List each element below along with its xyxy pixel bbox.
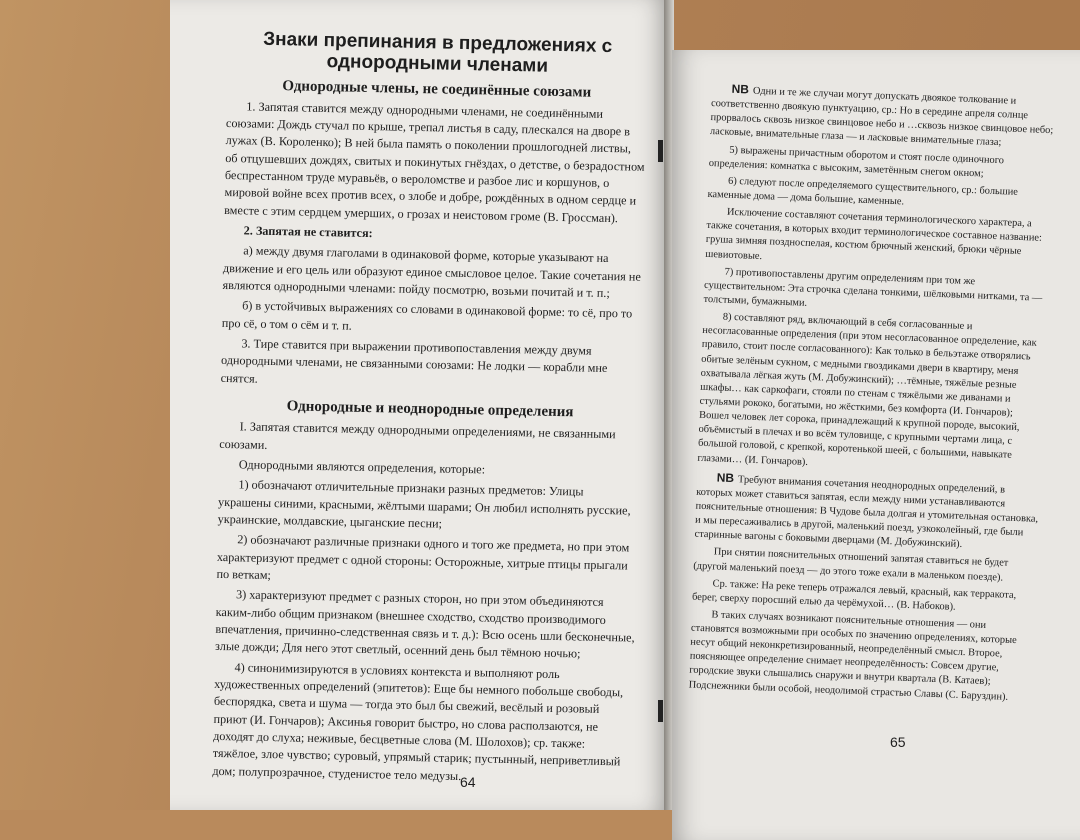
item-4-paragraph: 4) синонимизируются в условиях контекста и выполняют роль художественных определений (эпитетов): Еще бы немного побольше свободы, беспорядка, света и шума — тогда это был бы свежий, весёлый и розовый приют (И. Гончаров); Аксинья говорит быстро, но слова расползаются, не доходят до слуха; неживые, бесцветные слова (М. Шолохов); ср. также: тяжёлое, злое чувство; суровый, упрямый старик; пустынный, неприветливый дом; полупрозрачное, студенистое тело медузы. <box>212 659 624 783</box>
edge-mark-bottom <box>658 700 663 722</box>
rule-2b-paragraph: б) в устойчивых выражениях со словами в одинаковой форме: то сё, про то про сё, о том о сём и т. п. <box>221 298 633 333</box>
right-page <box>672 50 1080 840</box>
item-6-paragraph: 6) следуют после определяемого существительного, ср.: большие каменные дома — дома большие, каменные. <box>707 175 1019 208</box>
nb-mark-1: NB <box>731 81 750 97</box>
rule-1-paragraph: 1. Запятая ставится между однородными членами, не соединёнными союзами: Дождь стучал по крыше, трепал листья в саду, плескался на дворе в лужах (В. Короленко); В ней была память о поколении прошлогодней листвы, об отцушевших дождях, свитых и покинутых гнёздах, о детстве, о безрадостном беспрестанном труде муравьёв, о вероломстве и разбое лис и коршунов, о мировой войне всех против всех, о злобе и добре, рождённых в одном сердце и вместе с этим сердцем умерших, о грозах и неистовом громе (В. Гроссман). <box>224 99 645 226</box>
rule-2a-paragraph: а) между двумя глаголами в одинаковой форме, которые указывают на движение и его цель или образуют единое смысловое целое. Такие сочетания не являются однородными членами: пойду посмотрю, возьми почитай и т. п.; <box>222 243 641 301</box>
explanation-removal-paragraph: При снятии пояснительных отношений запятая ставиться не будет (другой маленький поезд — до этого тоже ехали в маленьком поезде). <box>693 546 1009 584</box>
left-page-text <box>212 28 648 792</box>
item-3-paragraph: 3) характеризуют предмет с разных сторон, но при этом объединяются каким-либо общим признаком (внешнее сходство, сходство производимого впечатления, причинно-следственная связь и т. д.): Всю осень шли бесконечные, злые дожди; Для него этот светлый, осенний день был тёмною ночью; <box>214 587 635 661</box>
nb-note-1 <box>710 80 1057 153</box>
item-2-paragraph: 2) обозначают различные признаки одного и того же предмета, но при этом характеризуют предмет с одной стороны: Осторожные, хитрые птицы прыгали по веткам; <box>216 532 630 583</box>
nb-note-2 <box>694 468 1042 555</box>
nb-mark-2: NB <box>716 470 735 485</box>
page-number-right: 65 <box>890 734 906 750</box>
explanatory-relations-paragraph: В таких случаях возникают пояснительные отношения — они становятся возможными при особых по значению определениях, которые несут общий неконкретизированный, неопределённый смысл. Второе, поясняющее определение снимает неопределённость: Совсем другие, городские звуки слышались снаружи и внутри квартала (В. Катаев); Подснежники были особой, неодолимой страстью Славы (С. Баруздин). <box>688 609 1017 703</box>
right-page-text <box>688 80 1056 709</box>
item-8-paragraph: 8) составляют ряд, включающий в себя согласованные и несогласованные определения (при этом несогласованное определение, как правило, стоит после согласованного): Как только в бельэтаже отворялись обитые зелёным сукном, с медными гвоздиками двери в квартиру, меня охватывала лёгкая жуть (М. Добужинский); …тёмные, тяжёлые резные шкафы… как саркофаги, стояли по стенам с тяжёлыми же диванами и стульями рококо, богатыми, но жёсткими, без комфорта (И. Гончаров); Вошел человек лет сорока, принадлежащий к крупной породе, высокий, объёмистый в плечах и во всём туловище, с крупными чертами лица, с большой головой, с крепкой, коротенькой шеей, с большими, навыкате глазами… (И. Гончаров). <box>697 311 1037 468</box>
rule-2-heading: 2. Запятая не ставится: <box>243 223 373 241</box>
section-heading-unconnected: Однородные члены, не соединённые союзами <box>282 77 592 101</box>
exception-paragraph: Исключение составляют сочетания терминологического характера, а также сочетания, в которых входит терминологическое составное название: груша зимняя поздноспелая, костюм брючный женский, брюки чёрные шевиотовые. <box>705 206 1043 262</box>
left-page <box>170 0 668 810</box>
rule-I-paragraph: I. Запятая ставится между однородными определениями, не связанными союзами. <box>219 419 616 452</box>
homogeneous-intro: Однородными являются определения, которые: <box>238 457 486 477</box>
nb-note-1-text: Одни и те же случаи могут допускать двоякое толкование и соответственно двоякую пунктуацию, ср.: Но в середине апреля солнце прорвалось сквозь низкое свинцовое небо и …сквозь низкое свинцовое небо; ласковые, внимательные глаза — и ласковые внимательные глаза; <box>709 85 1054 149</box>
edge-mark-top <box>658 140 663 162</box>
item-7-paragraph: 7) противопоставлены другим определениям при том же существительном: Эта строчка сделана тонкими, шёлковыми нитками, та — толстыми, бумажными. <box>703 266 1043 309</box>
compare-paragraph: Ср. также: На реке теперь отражался левый, красный, как терракота, берег, сверху поросший елью да черёмухой… (В. Набоков). <box>691 578 1017 613</box>
page-title: Знаки препинания в предложениях с однородными членами <box>263 28 613 77</box>
section-heading-homogeneous: Однородные и неоднородные определения <box>286 398 574 421</box>
item-1-paragraph: 1) обозначают отличительные признаки разных предметов: Улицы украшены синими, красными, жёлтыми шарами; Он любил исполнять русские, украинские, молдавские, цыганские песни; <box>217 477 631 531</box>
rule-3-paragraph: 3. Тире ставится при выражении противопоставления между двумя однородными членами, не связанными союзами: Не лодки — корабли мне снятся. <box>220 336 608 386</box>
item-5-paragraph: 5) выражены причастным оборотом и стоят после одиночного определения: комнатка с высоким, заметённым снегом окном; <box>708 144 1005 180</box>
page-number-left: 64 <box>460 774 476 790</box>
nb-note-2-text: Требуют внимания сочетания неоднородных определений, в которых может ставиться запятая, если между ними устанавливаются пояснительные отношения: В Чудове была долгая и утомительная остановка, и мы пересаживались в другой, маленький поезд, узкоколейный, где были старинные вагоны с боковыми дверцами (М. Добужинский). <box>694 473 1039 551</box>
